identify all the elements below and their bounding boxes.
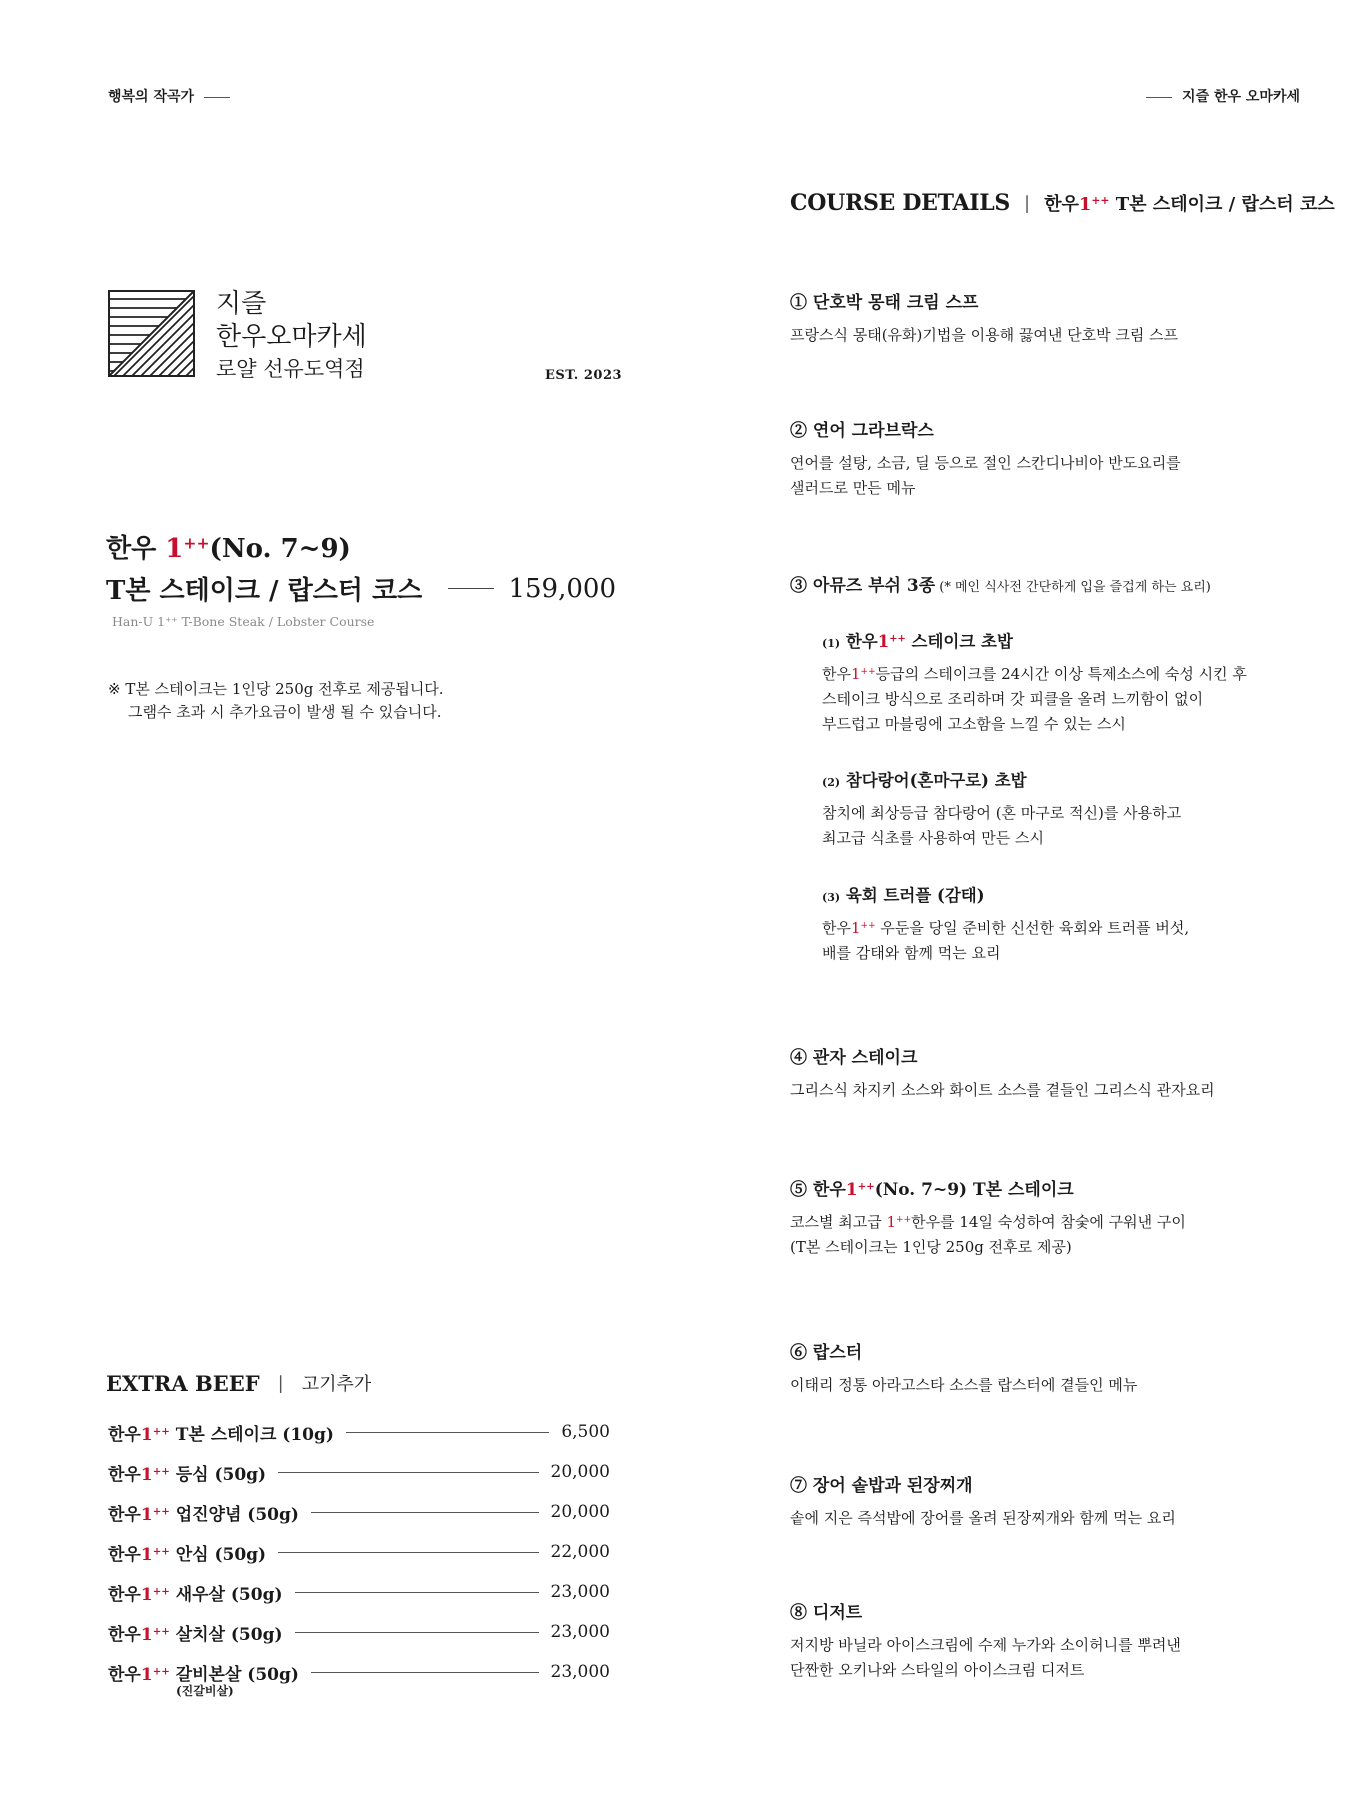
details-heading-sup: ++ — [1091, 194, 1110, 208]
amuse-item-num: (3) — [822, 891, 841, 904]
header-left-text: 행복의 작곡가 — [108, 89, 195, 105]
extra-item-grade: 1 — [140, 1664, 153, 1685]
course-english-sup: ++ — [165, 614, 178, 624]
amuse-item-1 — [822, 630, 1342, 737]
amuse-desc-sup: ++ — [860, 667, 876, 678]
course-item-desc: 솥에 지은 즉석밥에 장어를 올려 된장찌개와 함께 먹는 요리 — [790, 1509, 1176, 1527]
course-item-desc-line2: (T본 스테이크는 1인당 250g 전후로 제공) — [790, 1238, 1072, 1256]
amuse-item-title — [822, 884, 1342, 910]
extra-item-sup: ++ — [152, 1544, 170, 1557]
extra-item-prefix: 한우 — [108, 1464, 141, 1485]
amuse-desc-grade: 1 — [850, 665, 861, 683]
course-grade-sup: ++ — [183, 533, 210, 553]
extra-item — [108, 1412, 610, 1452]
logo-text — [216, 288, 367, 384]
course-item-desc: 이태리 정통 아라고스타 소스를 랍스터에 곁들인 메뉴 — [790, 1376, 1138, 1394]
course-item-desc-sup: ++ — [896, 1215, 912, 1226]
course-item-desc-prefix: 코스별 최고급 — [790, 1213, 887, 1231]
course-title-line1 — [106, 528, 351, 565]
details-heading-eng: COURSE DETAILS — [790, 190, 1010, 216]
extra-item-label: 새우살 (50g) — [169, 1584, 283, 1605]
header-right-text: 지즐 한우 오마카세 — [1182, 89, 1300, 105]
extra-item-label: 살치살 (50g) — [169, 1624, 283, 1645]
course-title-line2 — [106, 570, 616, 607]
course-english-prefix: Han-U 1 — [112, 614, 166, 629]
course-item-title-grade: 1 — [845, 1180, 858, 1200]
extra-item-name — [108, 1660, 299, 1698]
header-left — [108, 86, 230, 106]
extra-item-name — [108, 1460, 266, 1485]
extra-item-sup: ++ — [152, 1424, 170, 1437]
amuse-desc-prefix: 한우 — [822, 665, 851, 683]
extra-item-prefix: 한우 — [108, 1584, 141, 1605]
course-price: 159,000 — [508, 573, 616, 604]
amuse-desc-line3: 부드럽고 마블링에 고소함을 느낄 수 있는 스시 — [822, 715, 1126, 733]
course-grade: 1 — [165, 534, 184, 564]
extra-item-price: 20,000 — [550, 1462, 610, 1482]
amuse-item-title — [822, 630, 1342, 656]
amuse-item-title — [822, 769, 1342, 795]
extra-item — [108, 1652, 610, 1698]
amuse-title-text: 참다랑어(혼마구로) 초밥 — [845, 771, 1027, 790]
amuse-desc-line1: 참치에 최상등급 참다랑어 (혼 마구로 적신)를 사용하고 — [822, 804, 1182, 822]
extra-item-label: 안심 (50g) — [169, 1544, 267, 1565]
amuse-title-suffix: 스테이크 초밥 — [905, 632, 1013, 651]
header-right-rule — [1146, 97, 1172, 98]
extra-item-sup: ++ — [152, 1504, 170, 1517]
extra-item-prefix: 한우 — [108, 1504, 141, 1525]
course-item-6 — [790, 1341, 1330, 1398]
amuse-title-prefix: 한우 — [845, 632, 878, 651]
amuse-item-num: (1) — [822, 637, 841, 650]
course-note-line1: ※ T본 스테이크는 1인당 250g 전후로 제공됩니다. — [108, 680, 444, 698]
extra-item-label: 갈비본살 (50g) — [169, 1664, 299, 1685]
course-english-name — [112, 614, 374, 629]
details-heading-prefix: 한우 — [1044, 194, 1079, 215]
extra-item-subnote: (진갈비살) — [176, 1683, 234, 1698]
extra-item-leader — [295, 1592, 539, 1593]
course-item-title: ① 단호박 몽태 크림 스프 — [790, 293, 979, 313]
course-item-title — [790, 574, 1330, 600]
course-details-heading — [790, 190, 1335, 216]
details-heading-kor — [1044, 190, 1335, 216]
course-item-title: ⑦ 장어 솥밥과 된장찌개 — [790, 1476, 973, 1496]
extra-heading-eng: EXTRA BEEF — [106, 1370, 260, 1396]
course-note — [108, 678, 444, 724]
course-name: T본 스테이크 / 랍스터 코스 — [106, 576, 423, 606]
extra-item-price: 22,000 — [550, 1542, 610, 1562]
extra-item — [108, 1492, 610, 1532]
extra-item-name — [108, 1420, 334, 1445]
extra-item-prefix: 한우 — [108, 1424, 141, 1445]
amuse-desc-suffix: 우둔을 당일 준비한 신선한 육회와 트러플 버섯, — [875, 919, 1190, 937]
extra-item-label: 등심 (50g) — [169, 1464, 267, 1485]
course-item-title-sup: ++ — [857, 1180, 875, 1193]
course-english-suffix: T-Bone Steak / Lobster Course — [177, 614, 375, 629]
extra-item-prefix: 한우 — [108, 1664, 141, 1685]
course-item-desc-line2: 샐러드로 만든 메뉴 — [790, 479, 916, 497]
details-heading-sep: | — [1024, 192, 1031, 214]
course-note-line2: 그램수 초과 시 추가요금이 발생 될 수 있습니다. — [128, 703, 442, 721]
amuse-desc-prefix: 한우 — [822, 919, 851, 937]
amuse-item-3 — [822, 884, 1342, 966]
extra-item-leader — [346, 1432, 549, 1433]
extra-item-price: 6,500 — [561, 1422, 610, 1442]
extra-item-price: 23,000 — [550, 1622, 610, 1642]
course-item-title-prefix: ⑤ 한우 — [790, 1180, 846, 1200]
extra-item-sup: ++ — [152, 1584, 170, 1597]
extra-item-leader — [278, 1552, 538, 1553]
course-item-title: ④ 관자 스테이크 — [790, 1048, 918, 1068]
course-item-4 — [790, 1046, 1330, 1103]
extra-item-grade: 1 — [140, 1584, 153, 1605]
course-item-desc: 프랑스식 몽태(유화)기법을 이용해 끓여낸 단호박 크림 스프 — [790, 326, 1179, 344]
details-heading-grade: 1 — [1078, 194, 1092, 215]
course-item-title-note: (* 메인 식사전 간단하게 입을 즐겁게 하는 요리) — [935, 580, 1211, 595]
course-item-title-suffix: (No. 7~9) T본 스테이크 — [874, 1180, 1074, 1200]
amuse-title-sup: ++ — [889, 633, 906, 645]
course-item-7 — [790, 1474, 1330, 1531]
course-item-desc-line1: 연어를 설탕, 소금, 딜 등으로 절인 스칸디나비아 반도요리를 — [790, 454, 1181, 472]
extra-item-name — [108, 1580, 283, 1605]
amuse-title-grade: 1 — [877, 632, 890, 651]
extra-item-grade: 1 — [140, 1544, 153, 1565]
course-item-8 — [790, 1601, 1330, 1683]
extra-item-grade: 1 — [140, 1424, 153, 1445]
extra-item-price: 23,000 — [550, 1582, 610, 1602]
course-item-title-text: ③ 아뮤즈 부쉬 3종 — [790, 576, 936, 596]
amuse-title-text: 육회 트러플 (감태) — [845, 886, 985, 905]
extra-item-label: 업진양념 (50g) — [169, 1504, 299, 1525]
extra-item-grade: 1 — [140, 1624, 153, 1645]
amuse-desc-grade: 1 — [850, 919, 861, 937]
amuse-item-2 — [822, 769, 1342, 851]
extra-heading-kor: 고기추가 — [301, 1374, 372, 1395]
header-left-rule — [204, 97, 230, 98]
extra-item-leader — [278, 1472, 538, 1473]
course-item-title: ② 연어 그라브락스 — [790, 421, 934, 441]
logo-line1: 지즐 — [216, 289, 267, 319]
course-item-title — [790, 1178, 1330, 1202]
extra-item-grade: 1 — [140, 1504, 153, 1525]
course-title-suffix: (No. 7~9) — [209, 534, 351, 564]
amuse-desc-line2: 스테이크 방식으로 조리하며 갓 피클을 올려 느끼함이 없이 — [822, 690, 1204, 708]
extra-item — [108, 1532, 610, 1572]
logo-line3: 로얄 선유도역점 — [216, 357, 365, 381]
extra-item-leader — [295, 1632, 539, 1633]
extra-item-leader — [311, 1512, 539, 1513]
extra-heading-sep: | — [277, 1372, 284, 1394]
course-item-desc-suffix: 한우를 14일 숙성하여 참숯에 구워낸 구이 — [911, 1213, 1186, 1231]
extra-item-name — [108, 1620, 283, 1645]
amuse-item-num: (2) — [822, 776, 841, 789]
course-item-3 — [790, 574, 1330, 608]
extra-beef-heading — [106, 1370, 371, 1396]
course-item-2 — [790, 419, 1330, 501]
est-label: EST. 2023 — [545, 368, 623, 383]
amuse-desc-line2: 최고급 식초를 사용하여 만든 스시 — [822, 829, 1044, 847]
course-item-1 — [790, 291, 1330, 348]
extra-item-label: T본 스테이크 (10g) — [169, 1424, 334, 1445]
course-item-title: ⑧ 디저트 — [790, 1603, 863, 1623]
extra-item-price: 20,000 — [550, 1502, 610, 1522]
amuse-desc-suffix: 등급의 스테이크를 24시간 이상 특제소스에 숙성 시킨 후 — [875, 665, 1247, 683]
course-item-title: ⑥ 랍스터 — [790, 1343, 863, 1363]
extra-item — [108, 1612, 610, 1652]
course-item-desc: 그리스식 차지키 소스와 화이트 소스를 곁들인 그리스식 관자요리 — [790, 1081, 1215, 1099]
header-right — [1146, 86, 1300, 106]
course-title-prefix: 한우 — [106, 534, 157, 564]
extra-item-price: 23,000 — [550, 1662, 610, 1682]
extra-item-sup: ++ — [152, 1464, 170, 1477]
course-item-desc-line2: 단짠한 오키나와 스타일의 아이스크림 디저트 — [790, 1661, 1085, 1679]
extra-item-name — [108, 1500, 299, 1525]
extra-item-prefix: 한우 — [108, 1624, 141, 1645]
course-leader-line — [448, 588, 494, 589]
amuse-desc-line2: 배를 감태와 함께 먹는 요리 — [822, 944, 1001, 962]
extra-item-sup: ++ — [152, 1664, 170, 1677]
course-item-desc-grade: 1 — [886, 1213, 897, 1231]
course-item-desc-line1: 저지방 바닐라 아이스크림에 수제 누가와 소이허니를 뿌려낸 — [790, 1636, 1181, 1654]
extra-item-sup: ++ — [152, 1624, 170, 1637]
logo-line2: 한우오마카세 — [216, 322, 367, 352]
details-heading-suffix: T본 스테이크 / 랍스터 코스 — [1109, 194, 1335, 215]
amuse-desc-sup: ++ — [860, 921, 876, 932]
extra-item-name — [108, 1540, 266, 1565]
extra-item-grade: 1 — [140, 1464, 153, 1485]
course-item-desc-line1 — [790, 1210, 1330, 1235]
extra-item — [108, 1452, 610, 1492]
extra-item-leader — [311, 1672, 539, 1673]
amuse-desc-line1 — [822, 662, 1342, 687]
amuse-desc-line1 — [822, 916, 1342, 941]
course-item-5 — [790, 1178, 1330, 1260]
extra-beef-list — [108, 1412, 610, 1698]
extra-item — [108, 1572, 610, 1612]
extra-item-prefix: 한우 — [108, 1544, 141, 1565]
logo-mark-icon — [108, 290, 195, 377]
